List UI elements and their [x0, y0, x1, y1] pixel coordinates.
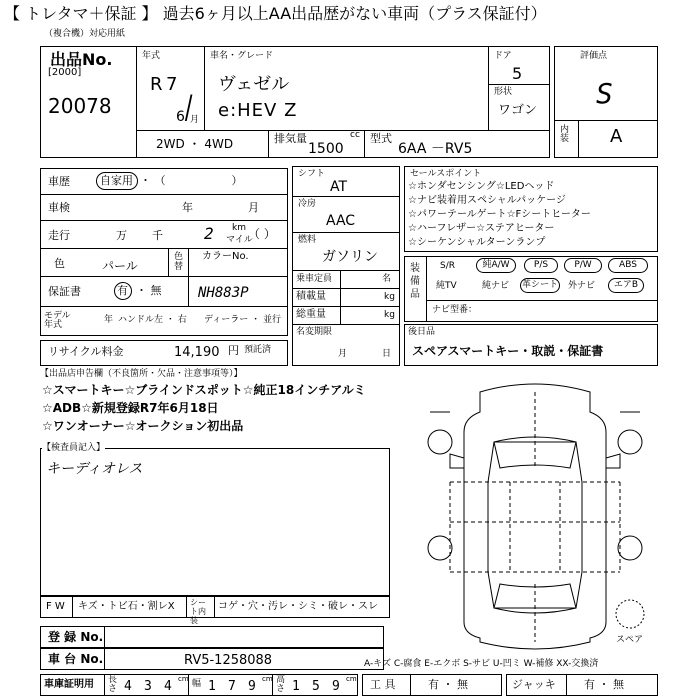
warranty-no: ・ 無 — [136, 284, 162, 297]
equip-leather-seat: 革シート — [520, 278, 560, 293]
car-damage-diagram — [410, 372, 660, 662]
color-code-value: NH883P — [198, 285, 249, 301]
year-label: 年式 — [142, 51, 161, 61]
length-digit-1: 4 — [124, 679, 132, 694]
inspection-year: 年 — [182, 201, 193, 214]
width-digit-2: 7 — [228, 679, 236, 694]
jack-value: 有 ・ 無 — [584, 678, 624, 691]
history-value: 自家用 — [100, 174, 133, 187]
mileage-unit-km: km — [232, 223, 246, 233]
recycle-value: 14,190 — [174, 345, 220, 360]
equip-abs: ABS — [608, 258, 648, 273]
modelyear-dealer: ディーラー ・ 並行 — [204, 315, 282, 325]
doors-label: ドア — [494, 51, 512, 61]
height-label: 高さ — [276, 675, 286, 694]
length-unit: cm — [178, 675, 189, 683]
fuel-value: ガソリン — [322, 249, 378, 265]
warranty-yes: 有 — [117, 284, 128, 297]
damage-legend: A-キズ C-腐食 E-エクボ S-サビ U-凹ミ W-補修 XX-交換済 — [364, 659, 599, 669]
equip-ext-nav: 外ナビ — [568, 281, 596, 291]
page-title: 【 トレタマ＋保証 】 過去6ヶ月以上AA出品歴がない車両（プラス保証付） — [4, 4, 547, 23]
displacement-unit: cc — [350, 130, 360, 140]
width-digit-1: 1 — [208, 679, 216, 694]
inspection-month: 月 — [248, 201, 259, 214]
fuel-label: 燃料 — [298, 235, 317, 245]
year-era: R — [150, 74, 163, 95]
nav-model-label: ナビ型番： — [432, 305, 478, 315]
color-label: 色 — [54, 257, 65, 270]
mileage-label: 走行 — [48, 229, 70, 242]
equip-power-window: P/W — [564, 258, 602, 273]
notes-line-1: ☆スマートキー☆ブラインドスポット☆純正18インチアルミ — [42, 383, 366, 397]
payload-unit: kg — [384, 292, 395, 302]
name-change-label: 名変期限 — [296, 327, 333, 337]
sales-points-label: セールスポイント — [410, 169, 482, 179]
doors-value: 5 — [512, 64, 523, 83]
chassis-label: 車 台 No. — [48, 652, 104, 666]
inspector-note: キーディオレス — [46, 461, 143, 477]
notes-label: 【出品店申告欄（不良箇所・欠品・注意事項等）】 — [40, 369, 243, 379]
garage-cert-label: 車庫証明用 — [44, 679, 94, 690]
mileage-unit-mile: マイル — [226, 235, 253, 245]
length-digit-2: 3 — [144, 679, 152, 694]
after-items-value: スペアスマートキー・取説・保証書 — [412, 344, 604, 358]
equip-sr: S/R — [440, 261, 455, 271]
modelyear-label: モデル年式 — [44, 311, 71, 330]
lot-code: [2000] — [48, 67, 82, 78]
interior-value: A — [610, 126, 623, 147]
form-subtitle: （複合機）対応用紙 — [44, 29, 126, 39]
tools-label: 工 具 — [370, 678, 396, 691]
year-month-unit: 月 — [190, 115, 200, 125]
weight-label: 総重量 — [296, 309, 326, 320]
car-name-label: 車名・グレード — [210, 51, 274, 61]
after-items-label: 後日品 — [408, 327, 436, 337]
weight-unit: kg — [384, 310, 395, 320]
lot-number: 20078 — [48, 94, 112, 118]
sales-point-1: ☆ホンダセンシング☆LEDヘッド — [408, 181, 555, 192]
lot-label: 出品No. — [50, 50, 113, 69]
sales-point-3: ☆パワーテールゲート☆Fシートヒーター — [408, 209, 591, 220]
equip-nav: 純ナビ — [482, 281, 510, 291]
fw-desc: キズ・トビ石・割レX — [78, 601, 175, 612]
shape-value: ワゴン — [498, 103, 538, 118]
displacement-label: 排気量 — [274, 132, 307, 145]
interior-label: 内装 — [560, 125, 570, 144]
equip-airbag: エアB — [608, 278, 644, 293]
drive-label: 2WD ・ 4WD — [156, 137, 234, 151]
year-value: 7 — [166, 74, 178, 95]
capacity-unit: 名 — [382, 274, 392, 284]
mileage-value: 2 — [204, 224, 214, 243]
color-code-label: カラーNo. — [202, 251, 249, 262]
color-value: パール — [102, 259, 138, 273]
height-unit: cm — [346, 675, 357, 683]
history-label: 車歴 — [48, 175, 70, 188]
sales-point-4: ☆ハーフレザー☆ステアヒーター — [408, 223, 555, 234]
notes-line-3: ☆ワンオーナー☆オークション初出品 — [42, 419, 244, 433]
height-digit-2: 5 — [312, 679, 320, 694]
shift-value: AT — [330, 179, 348, 195]
color-change-label: 色替 — [174, 252, 184, 272]
jack-label: ジャッキ — [512, 678, 556, 691]
registration-label: 登 録 No. — [48, 630, 104, 644]
length-digit-3: 4 — [164, 679, 172, 694]
payload-label: 積載量 — [296, 291, 326, 302]
score-label: 評価点 — [580, 51, 608, 61]
score-value: S — [596, 77, 613, 110]
cooling-value: AAC — [326, 213, 356, 229]
name-change-month: 月 — [338, 349, 348, 359]
mileage-sen: 千 — [152, 229, 163, 242]
height-digit-3: 9 — [332, 679, 340, 694]
inspector-label: 【検査員記入】 — [42, 443, 106, 453]
modelyear-handle: ハンドル — [118, 315, 155, 325]
displacement-value: 1500 — [308, 141, 344, 157]
warranty-label: 保証書 — [48, 285, 81, 298]
car-name: ヴェゼル — [218, 74, 290, 95]
chassis-value: RV5-1258088 — [184, 653, 273, 668]
mileage-paren: （ ） — [248, 227, 276, 241]
car-grade: e:HEV Z — [218, 100, 298, 121]
seat-label: シート内装 — [190, 598, 206, 625]
sales-point-5: ☆シーケンシャルターンランプ — [408, 237, 546, 248]
sales-point-2: ☆ナビ装着用スペシャルパッケージ — [408, 195, 566, 206]
recycle-label: リサイクル料金 — [48, 345, 124, 358]
seat-desc: コゲ・穴・汚レ・シミ・破レ・スレ — [218, 601, 378, 612]
equip-power-steering: P/S — [524, 258, 558, 273]
equip-tv: 純TV — [436, 281, 457, 291]
width-unit: cm — [262, 675, 273, 683]
inspection-label: 車検 — [48, 201, 70, 214]
notes-line-2: ☆ADB☆新規登録R7年6月18日 — [42, 401, 219, 415]
model-value: 6AA －RV5 — [398, 141, 473, 157]
tools-value: 有 ・ 無 — [428, 678, 468, 691]
shape-label: 形状 — [494, 87, 513, 97]
year-month: 6 — [176, 109, 185, 125]
width-digit-3: 9 — [248, 679, 256, 694]
length-label: 長さ — [108, 675, 118, 694]
capacity-label: 乗車定員 — [296, 274, 333, 284]
equipment-label: 装備品 — [410, 263, 420, 300]
width-label: 幅 — [192, 679, 202, 689]
year-slash: / — [184, 88, 193, 126]
history-other: ・ （ ） — [140, 174, 243, 187]
mileage-man: 万 — [116, 229, 127, 242]
recycle-unit: 円 — [228, 344, 239, 357]
equip-alloy-wheel: 純A/W — [476, 258, 516, 273]
shift-label: シフト — [298, 169, 326, 179]
height-digit-1: 1 — [292, 679, 300, 694]
name-change-day: 日 — [382, 349, 392, 359]
model-label: 型式 — [370, 132, 392, 145]
modelyear-side: 左 ・ 右 — [154, 315, 187, 325]
spare-label: スペア — [616, 635, 644, 645]
modelyear-year: 年 — [104, 315, 114, 325]
cooling-label: 冷房 — [298, 199, 317, 209]
recycle-note: 預託済 — [244, 345, 272, 355]
fw-label: F W — [46, 601, 65, 612]
